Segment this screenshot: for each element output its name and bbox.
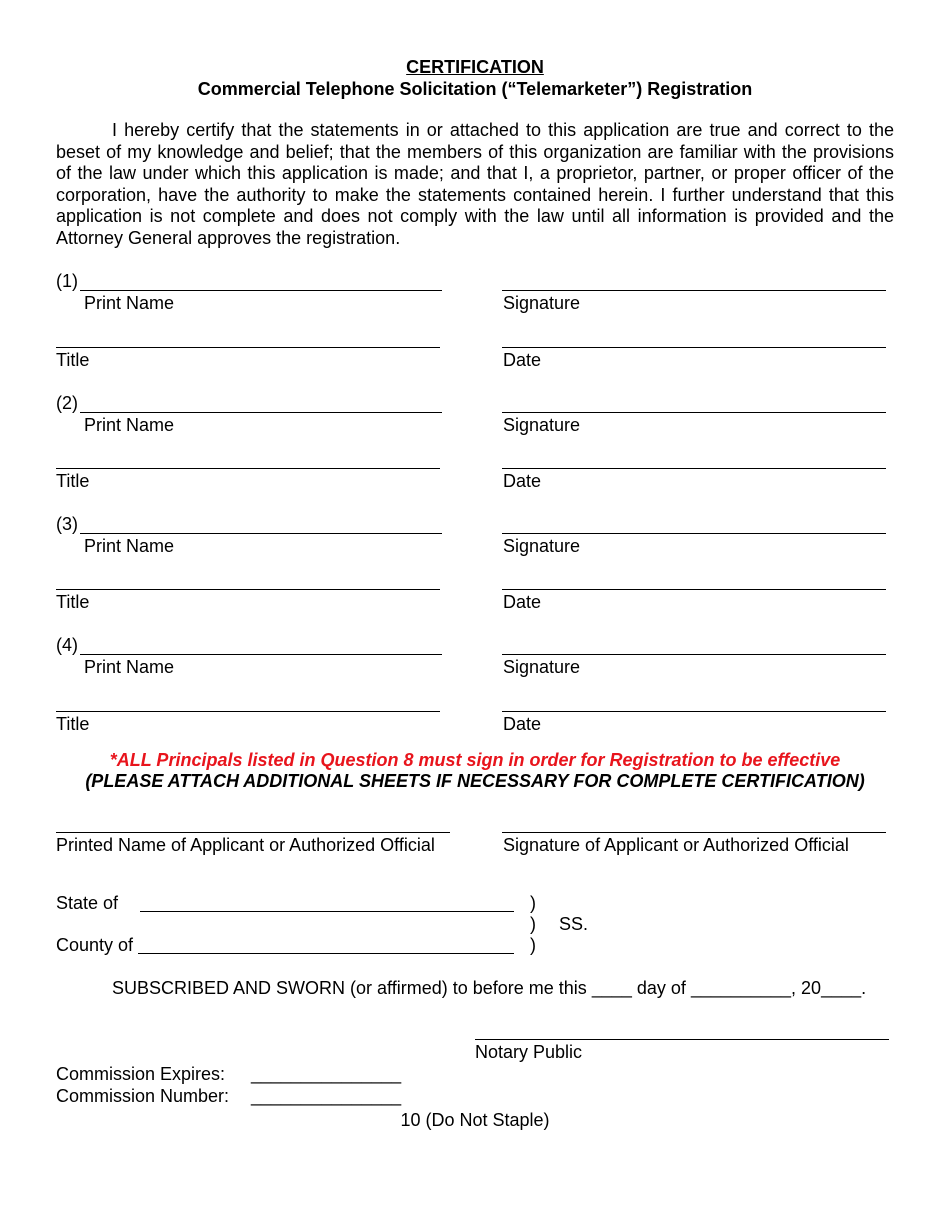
signature-line[interactable]: [502, 654, 886, 655]
certification-paragraph: I hereby certify that the statements in or attached to this application are true and correct to the beset of my knowledge and belief; that the members of this organization are familiar with the provisions of the law under which this application is made; and that I, a proprietor, partner, or proper officer of the corporation, have the authority to make the statements contained herein. I further understand that this application is not complete and does not comply with the law until all information is provided and the Attorney General approves the registration.: [56, 120, 894, 248]
notary-public-label: Notary Public: [475, 1042, 583, 1062]
sworn-text: SUBSCRIBED AND SWORN (or affirmed) to before me this: [112, 978, 587, 998]
title-line[interactable]: [56, 347, 440, 348]
print-name-line[interactable]: [80, 290, 442, 291]
signature-label: Signature: [503, 415, 581, 435]
principal-number: (2): [56, 393, 78, 413]
day-of-text: day of: [636, 978, 686, 998]
print-name-line[interactable]: [80, 654, 442, 655]
signature-line[interactable]: [502, 290, 886, 291]
print-name-label: Print Name: [84, 293, 175, 313]
venue-paren: ): [530, 914, 536, 934]
principal-number: (4): [56, 635, 78, 655]
applicant-printed-name-label: Printed Name of Applicant or Authorized Official: [56, 835, 435, 855]
date-line[interactable]: [502, 347, 886, 348]
ss-label: SS.: [559, 914, 589, 934]
state-label: State of: [56, 893, 119, 913]
commission-number-field[interactable]: _______________: [251, 1086, 402, 1106]
year-blank[interactable]: ____: [821, 978, 862, 998]
commission-expires-label: Commission Expires:: [56, 1064, 226, 1084]
venue-paren: ): [530, 893, 536, 913]
document-subtitle: Commercial Telephone Solicitation (“Telemarketer”) Registration: [197, 79, 753, 99]
signature-line[interactable]: [502, 533, 886, 534]
date-line[interactable]: [502, 589, 886, 590]
title-line[interactable]: [56, 468, 440, 469]
principal-number: (1): [56, 271, 78, 291]
title-label: Title: [56, 471, 90, 491]
principal-number: (3): [56, 514, 78, 534]
commission-expires-field[interactable]: _______________: [251, 1064, 402, 1084]
signature-label: Signature: [503, 657, 581, 677]
title-label: Title: [56, 714, 90, 734]
county-label: County of: [56, 935, 134, 955]
county-field[interactable]: [138, 953, 514, 954]
signature-line[interactable]: [502, 412, 886, 413]
date-label: Date: [503, 592, 542, 612]
year-prefix: , 20: [791, 978, 822, 998]
print-name-line[interactable]: [80, 412, 442, 413]
sworn-statement: [112, 977, 866, 999]
print-name-label: Print Name: [84, 415, 175, 435]
date-line[interactable]: [502, 468, 886, 469]
principals-notice: *ALL Principals listed in Question 8 must sign in order for Registration to be effective: [109, 750, 841, 770]
print-name-label: Print Name: [84, 536, 175, 556]
title-label: Title: [56, 350, 90, 370]
notary-signature-line[interactable]: [475, 1039, 889, 1040]
day-blank[interactable]: ____: [591, 978, 632, 998]
title-label: Title: [56, 592, 90, 612]
signature-label: Signature: [503, 293, 581, 313]
signature-label: Signature: [503, 536, 581, 556]
print-name-label: Print Name: [84, 657, 175, 677]
title-line[interactable]: [56, 711, 440, 712]
date-line[interactable]: [502, 711, 886, 712]
date-label: Date: [503, 350, 542, 370]
date-label: Date: [503, 714, 542, 734]
venue-paren: ): [530, 935, 536, 955]
state-field[interactable]: [140, 911, 514, 912]
date-label: Date: [503, 471, 542, 491]
applicant-printed-name-line[interactable]: [56, 832, 450, 833]
title-line[interactable]: [56, 589, 440, 590]
attach-sheets-notice: (PLEASE ATTACH ADDITIONAL SHEETS IF NECESSARY FOR COMPLETE CERTIFICATION): [85, 771, 865, 791]
sworn-period: .: [861, 978, 867, 998]
document-title: CERTIFICATION: [406, 57, 544, 77]
print-name-line[interactable]: [80, 533, 442, 534]
commission-number-label: Commission Number:: [56, 1086, 230, 1106]
applicant-signature-label: Signature of Applicant or Authorized Official: [503, 835, 849, 855]
month-blank[interactable]: __________: [690, 978, 792, 998]
applicant-signature-line[interactable]: [502, 832, 886, 833]
page-footer: 10 (Do Not Staple): [400, 1110, 550, 1130]
